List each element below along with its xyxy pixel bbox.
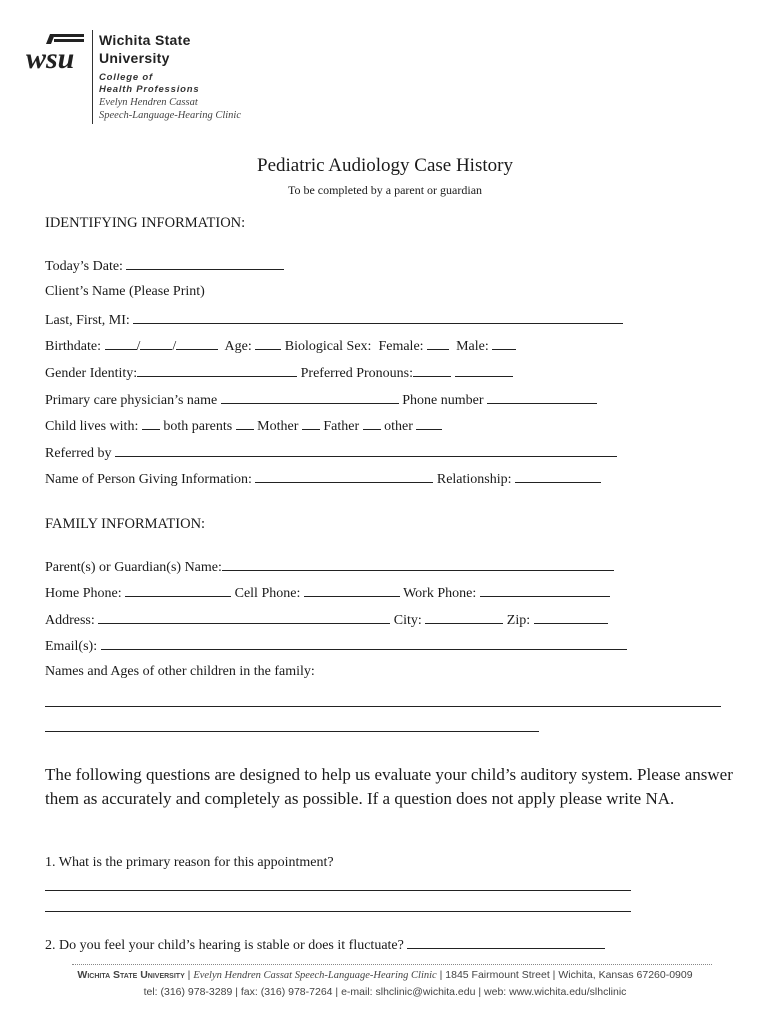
other-label: other (384, 419, 413, 434)
footer-email: e-mail: slhclinic@wichita.edu (341, 986, 476, 998)
person-giving-info-field[interactable] (255, 470, 433, 483)
guardian-name-row (45, 558, 614, 576)
male-field[interactable] (492, 337, 516, 350)
question-2: 2. Do you feel your child’s hearing is stable or does it fluctuate? (45, 938, 404, 953)
referred-by-label: Referred by (45, 446, 112, 461)
document-subtitle: To be completed by a parent or guardian (287, 183, 483, 197)
address-field[interactable] (98, 611, 390, 624)
person-giving-info-row (45, 470, 601, 488)
referred-by-field[interactable] (115, 444, 617, 457)
city-field[interactable] (425, 611, 503, 624)
father-label: Father (323, 419, 360, 434)
email-row (45, 637, 627, 655)
footer-city: Wichita, Kansas 67260-0909 (558, 969, 693, 981)
todays-date-label: Today’s Date: (45, 259, 123, 274)
gender-identity-label: Gender Identity: (45, 366, 138, 381)
lives-with-row (45, 417, 442, 435)
guardian-name-field[interactable] (222, 558, 614, 571)
cell-phone-label: Cell Phone: (234, 586, 301, 601)
footer-clinic: Evelyn Hendren Cassat Speech-Language-Hearing Clinic (193, 970, 437, 981)
university-name-line2: University (99, 50, 170, 66)
question-2-answer-field[interactable] (407, 936, 605, 949)
mother-field[interactable] (236, 417, 254, 430)
footer-web: web: www.wichita.edu/slhclinic (484, 986, 627, 998)
instructions-text: The following questions are designed to help us evaluate your child’s auditory system. Please answer them as accurately and completely as possible. If a question does not apply please write NA. (45, 765, 733, 808)
birthdate-label: Birthdate: (45, 339, 101, 354)
footer-address: 1845 Fairmount Street (445, 969, 550, 981)
home-phone-field[interactable] (125, 584, 231, 597)
email-label: Email(s): (45, 639, 98, 654)
phone-number-label: Phone number (402, 393, 484, 408)
clinic-name-line1: Evelyn Hendren Cassat (99, 97, 198, 108)
birth-month-field[interactable] (105, 337, 137, 350)
address-label: Address: (45, 613, 95, 628)
footer-tel: tel: (316) 978-3289 (143, 986, 233, 998)
college-name-line2: Health Professions (99, 84, 200, 95)
logo-divider (92, 30, 93, 124)
family-heading: FAMILY INFORMATION: (45, 516, 206, 532)
wsu-logo (24, 32, 88, 74)
other-children-line-2[interactable] (45, 731, 539, 732)
birthdate-row: Birthdate: / / Age: Biological Sex: Female: Male: (45, 337, 516, 355)
preferred-pronouns-label: Preferred Pronouns: (300, 366, 414, 381)
footer-line-1: Wichita State University | Evelyn Hendren Cassat Speech-Language-Hearing Clinic | 1845 Fairmount Street | Wichita, Kansas 67260-0909 (77, 969, 693, 981)
other-children-label: Names and Ages of other children in the family: (45, 664, 315, 679)
footer-divider (72, 964, 712, 965)
document-title: Pediatric Audiology Case History (257, 155, 513, 176)
referred-by-row (45, 444, 617, 462)
clinic-name-line2: Speech-Language-Hearing Clinic (99, 110, 242, 121)
age-label: Age: (224, 339, 252, 354)
question-1: 1. What is the primary reason for this appointment? (45, 855, 334, 870)
last-first-mi-field[interactable] (133, 311, 623, 324)
work-phone-field[interactable] (480, 584, 610, 597)
question-2-row (45, 936, 605, 954)
footer-fax: fax: (316) 978-7264 (240, 986, 333, 998)
todays-date-row (45, 257, 284, 275)
zip-label: Zip: (506, 613, 531, 628)
gender-identity-field[interactable] (137, 364, 297, 377)
person-giving-info-label: Name of Person Giving Information: (45, 472, 252, 487)
logo-text: wsu (26, 42, 75, 74)
other-field[interactable] (363, 417, 381, 430)
physician-phone-field[interactable] (487, 391, 597, 404)
last-first-mi-row (45, 311, 623, 329)
email-field[interactable] (101, 637, 627, 650)
home-phone-label: Home Phone: (45, 586, 122, 601)
footer-line-2: tel: (316) 978-3289 | fax: (316) 978-7264 | e-mail: slhclinic@wichita.edu | web: www.wichita.edu/slhclinic (143, 986, 627, 998)
female-field[interactable] (427, 337, 449, 350)
lives-with-label: Child lives with: (45, 419, 139, 434)
female-label: Female: (378, 339, 424, 354)
last-first-mi-label: Last, First, MI: (45, 313, 130, 328)
age-field[interactable] (255, 337, 281, 350)
pronouns-field-1[interactable] (413, 364, 451, 377)
question-1-answer-line-1[interactable] (45, 890, 631, 891)
birth-year-field[interactable] (176, 337, 218, 350)
todays-date-field[interactable] (126, 257, 284, 270)
relationship-label: Relationship: (436, 472, 512, 487)
identifying-heading: IDENTIFYING INFORMATION: (45, 215, 246, 231)
both-parents-field[interactable] (142, 417, 160, 430)
question-1-answer-line-2[interactable] (45, 911, 631, 912)
other-children-line-1[interactable] (45, 706, 721, 707)
clients-name-label: Client’s Name (Please Print) (45, 284, 205, 299)
work-phone-label: Work Phone: (403, 586, 477, 601)
phones-row (45, 584, 610, 602)
relationship-field[interactable] (515, 470, 601, 483)
physician-label: Primary care physician’s name (45, 393, 218, 408)
gender-identity-row (45, 364, 513, 382)
city-label: City: (393, 613, 422, 628)
pronouns-field-2[interactable] (455, 364, 513, 377)
zip-field[interactable] (534, 611, 608, 624)
mother-label: Mother (257, 419, 299, 434)
biological-sex-label: Biological Sex: (284, 339, 372, 354)
birth-day-field[interactable] (140, 337, 172, 350)
other-detail-field[interactable] (416, 417, 442, 430)
father-field[interactable] (302, 417, 320, 430)
both-parents-label: both parents (163, 419, 233, 434)
physician-row (45, 391, 597, 409)
footer-org: Wichita State University (77, 969, 185, 981)
guardian-name-label: Parent(s) or Guardian(s) Name: (45, 560, 222, 575)
cell-phone-field[interactable] (304, 584, 400, 597)
university-name-line1: Wichita State (99, 32, 191, 48)
male-label: Male: (456, 339, 489, 354)
address-row (45, 611, 608, 629)
college-name-line1: College of (99, 72, 153, 83)
physician-field[interactable] (221, 391, 399, 404)
